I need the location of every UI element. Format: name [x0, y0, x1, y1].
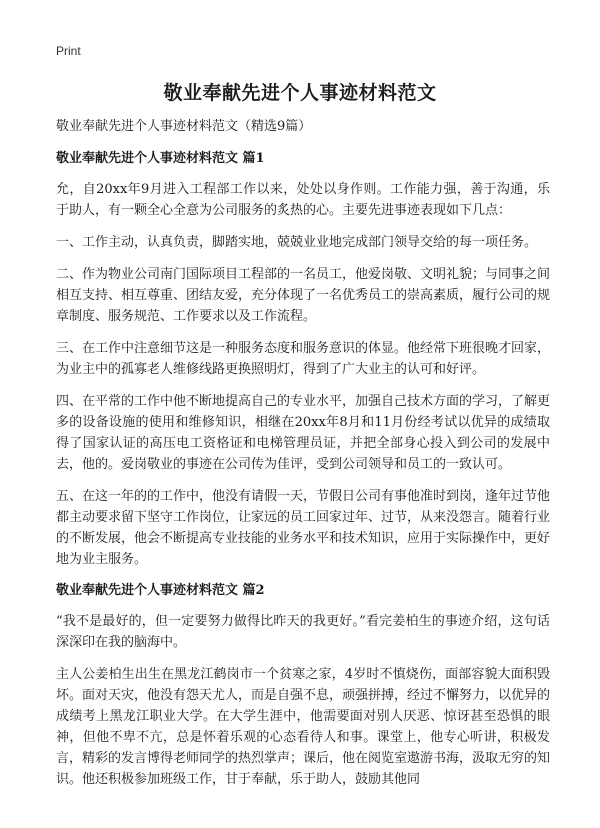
- paragraph: “我不是最好的，但一定要努力做得比昨天的我更好。”看完姜柏生的事迹介绍，这句话深深印在我的脑海中。: [56, 614, 550, 650]
- paragraph: 主人公姜柏生出生在黑龙江鹤岗市一个贫寒之家，4岁时不慎烧伤，面部容貌大面积毁坏。面对天灾，他没有怨天尤人，而是自强不息，顽强拼搏，经过不懈努力，以优异的成绩考上黑龙江职业大学。在大学生涯中，他需要面对别人厌恶、惊讶甚至恐惧的眼神，但他不卑不亢，总是怀着乐观的心态看待人和事。课堂上，他专心听讲，积极发言，精彩的发言博得老师同学的热烈掌声；课后，他在阅览室遨游书海，汲取无穷的知识。他还积极参加班级工作，甘于奉献，乐于助人，鼓励其他同: [56, 667, 551, 787]
- print-link[interactable]: Print: [56, 44, 81, 58]
- paragraph: 二、作为物业公司南门国际项目工程部的一名员工，他爱岗敬、文明礼貌；与同事之间相互支持、相互尊重、团结友爱，充分体现了一名优秀员工的崇高素质，履行公司的规章制度、服务规范、工作要求以及工作流程。: [56, 267, 551, 324]
- paragraph: 一、工作主动，认真负责，脚踏实地，兢兢业业地完成部门领导交给的每一项任务。: [56, 235, 538, 250]
- document-title: 敬业奉献先进个人事迹材料范文: [163, 82, 437, 104]
- document-body: [56, 117, 550, 801]
- section-2: [56, 581, 550, 790]
- paragraph: 允，自20xx年9月进入工程部工作以来，处处以身作则。工作能力强，善于沟通，乐于助人，有一颗全心全意为公司服务的炙热的心。主要先进事迹表现如下几点：: [56, 182, 550, 218]
- section-heading: 敬业奉献先进个人事迹材料范文 篇2: [56, 583, 265, 598]
- section-1: [56, 149, 550, 570]
- document-subtitle: 敬业奉献先进个人事迹材料范文（精选9篇）: [56, 119, 312, 134]
- paragraph: 五、在这一年的的工作中，他没有请假一天，节假日公司有事他准时到岗，逢年过节他都主动要求留下坚守工作岗位，让家远的员工回家过年、过节，从来没怨言。随着行业的不断发展，他会不断提高专业技能的业务水平和技术知识，应用于实际操作中，更好地为业主服务。: [56, 489, 551, 567]
- paragraph: 四、在平常的工作中他不断地提高自己的专业水平，加强自己技术方面的学习，了解更多的设备设施的使用和维修知识，相继在20xx年8月和11月份经考试以优异的成绩取得了国家认证的高压电工资格证和电梯管理员证，并把全部身心投入到公司的发展中去，他的。爱岗敬业的事迹在公司传为佳评，受到公司领导和员工的一致认可。: [56, 394, 551, 472]
- paragraph: 三、在工作中注意细节这是一种服务态度和服务意识的体显。他经常下班很晚才回家，为业主中的孤寡老人维修线路更换照明灯，得到了广大业主的认可和好评。: [56, 341, 551, 377]
- section-heading: 敬业奉献先进个人事迹材料范文 篇1: [56, 151, 265, 166]
